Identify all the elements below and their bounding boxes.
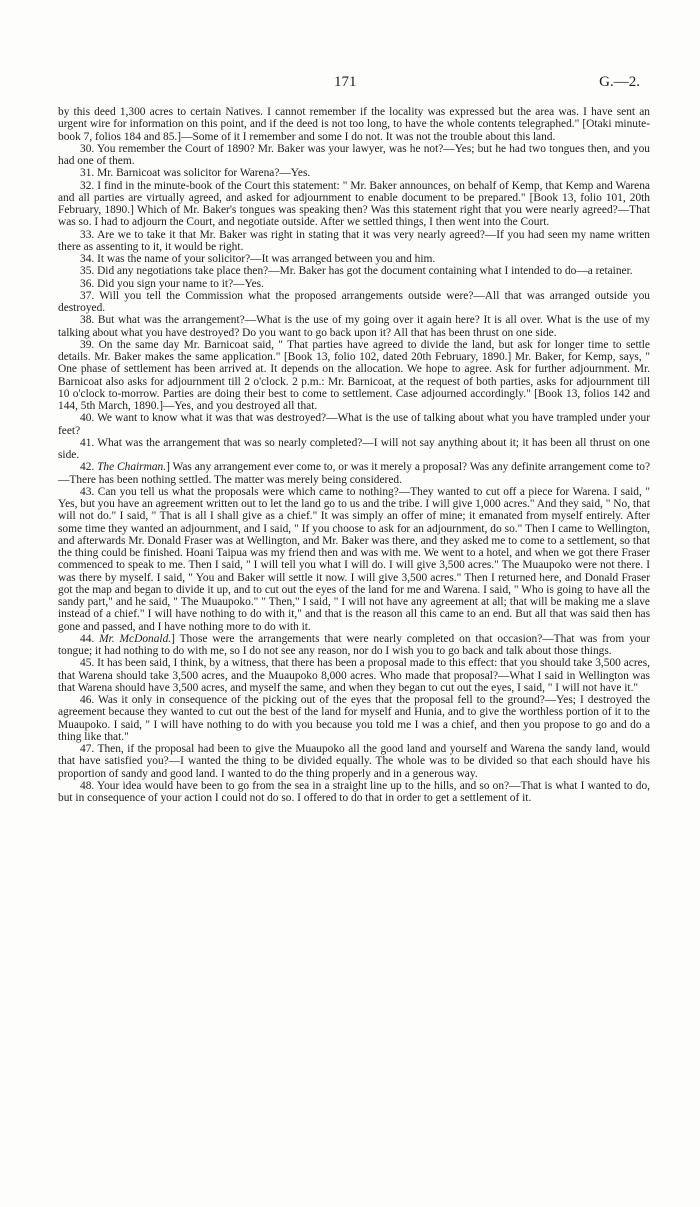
- paragraph: 38. But what was the arrangement?—What is the use of my going over it again here? It is all over. What is the use of my talking about what you have destroyed? Do you want to go back upon it? All that has been thrust on one side.: [58, 314, 650, 339]
- paragraph: 36. Did you sign your name to it?—Yes.: [80, 277, 264, 290]
- paragraph: 37. Will you tell the Commission what the proposed arrangements outside were?—All that was arranged outside you destroyed.: [58, 289, 650, 314]
- paragraph: 48. Your idea would have been to go from the sea in a straight line up to the hills, and so on?—That is what I wanted to do, but in consequence of your action I could not do so. I offered to do that in order to get a settlement of it.: [58, 779, 650, 804]
- paragraph: 30. You remember the Court of 1890? Mr. Baker was your lawyer, was he not?—Yes; but he had two tongues then, and you had one of them.: [58, 142, 650, 167]
- speaker-name: Mr. McDonald.: [99, 632, 172, 645]
- paragraph: 47. Then, if the proposal had been to give the Muaupoko all the good land and yourself and Warena the sandy land, would that have satisfied you?—I wanted the thing to be divided equally. The whole was to be divided so that each should have his proportion of sandy and good land. I wanted to do the thing properly and in a generous way.: [58, 743, 650, 780]
- paragraph: by this deed 1,300 acres to certain Natives. I cannot remember if the locality was expressed but the area was. I have sent an urgent wire for information on this point, and if the deed is not too long, to have the whole contents telegraphed." [Otaki minute-book 7, folios 184 and 85.]—Some of it I remember and some I do not. It was not the trouble about this land.: [58, 106, 650, 143]
- paragraph: 33. Are we to take it that Mr. Baker was right in stating that it was very nearly agreed?—If you had seen my name written there as assenting to it, it would be right.: [58, 228, 650, 253]
- page-header: [0, 74, 700, 94]
- paragraph: 32. I find in the minute-book of the Court this statement: " Mr. Baker announces, on behalf of Kemp, that Kemp and Warena and all parties are virtually agreed, and asked for adjournment to enable document to be prepared." [Book 13, folio 101, 20th February, 1890.] Which of Mr. Baker's tongues was speaking then? Was this statement right that you were nearly agreed?—That was so. I had to adjourn the Court, and negotiate outside. After we settled things, I then went into the Court.: [58, 179, 650, 229]
- speaker-name: The Chairman.: [97, 461, 167, 474]
- paragraph: 45. It has been said, I think, by a witness, that there has been a proposal made to this effect: that you should take 3,500 acres, that Warena should take 3,500 acres, and the Muaupoko 8,000 acres. Who made that proposal?—What I said in Wellington was that Warena should have 3,500 acres, and myself the same, and when they began to cut out the eyes, I said, " I will not have it.": [58, 657, 650, 694]
- paragraph: 41. What was the arrangement that was so nearly completed?—I will not say anything about it; it has been all thrust on one side.: [58, 436, 650, 461]
- paragraph: 34. It was the name of your solicitor?—It was arranged between you and him.: [80, 253, 436, 265]
- paragraph: 35. Did any negotiations take place then?—Mr. Baker has got the document containing what I intended to do—a retainer.: [80, 265, 633, 278]
- document-reference: G.—2.: [599, 74, 640, 90]
- paragraph: 39. On the same day Mr. Barnicoat said, " That parties have agreed to divide the land, but ask for longer time to settle details. Mr. Baker makes the same application." [Book 13, folio 102, dated 20th February, 1890.] Mr. Baker, for Kemp, says, " One phase of settlement has been arrived at. It depends on the allocation. We hope to agree. Ask for further adjournment. Mr. Barnicoat also asks for adjournment till 2 o'clock. 2 p.m.: Mr. Barnicoat, at the request of both parties, asks for adjournment till 10 o'clock to-morrow. Parties are doing their best to come to settlement. Case adjourned accordingly." [Book 13, folios 142 and 144, 5th March, 1890.]—Yes, and you destroyed all that.: [58, 338, 650, 412]
- paragraph: 40. We want to know what it was that was destroyed?—What is the use of talking about what you have trampled under your feet?: [58, 412, 650, 437]
- document-body: [58, 106, 650, 804]
- paragraph: 44. Mr. McDonald.] Those were the arrangements that were nearly completed on that occasion?—That was from your tongue; it had nothing to do with me, so I do not see any reason, nor do I wish you to go back and talk about those things.: [58, 632, 650, 657]
- paragraph: 46. Was it only in consequence of the picking out of the eyes that the proposal fell to the ground?—Yes; I destroyed the agreement because they wanted to cut out the best of the land for myself and Hunia, and to give the worthless portion of it to the Muaupoko. I said, " I will have nothing to do with you because you told me I was a chief, and then you propose to go and do a thing like that.": [58, 694, 650, 743]
- paragraph: 31. Mr. Barnicoat was solicitor for Warena?—Yes.: [80, 167, 311, 180]
- paragraph: 43. Can you tell us what the proposals were which came to nothing?—They wanted to cut off a piece for Warena. I said, " Yes, but you have an agreement written out to let the land go to us and the tribe. I will give 1,000 acres." And they said, " No, that will not do." I said, " That is all I shall give as a chief." It was simply an offer of mine; it emanated from myself entirely. After some time they wanted an adjournment, and I said, " If you choose to ask for an adjournment, do so." Then I came to Wellington, and afterwards Mr. Donald Fraser was at Wellington, and Mr. Baker was there, and they asked me to come to a settlement, so that the thing could be finished. Hoani Taipua was my friend then and was with me. We went to a hotel, and when we got there Fraser commenced to speak to me. Then I said, " I will tell you what I will do. I will give 3,500 acres." The Muaupoko were not there. I was there by myself. I said, " You and Baker will settle it now. I will give 3,500 acres." Then I returned here, and Donald Fraser got the map and began to divide it up, and to cut out the eyes of the land for me and Warena. I said, " Who is going to have all the sandy part," and he said, " The Muaupoko." " Then," I said, " I will not have any agreement at all; that will be making me a slave instead of a chief." I will have nothing to do with it," and that is the reason all this came to an end. But all that was said then has gone and passed, and I have nothing more to do with it.: [58, 485, 650, 633]
- page-number: 171: [334, 74, 357, 90]
- paragraph: 42. The Chairman.] Was any arrangement ever come to, or was it merely a proposal? Was any definite arrangement come to?—There has been nothing settled. The matter was merely being considered.: [58, 461, 651, 486]
